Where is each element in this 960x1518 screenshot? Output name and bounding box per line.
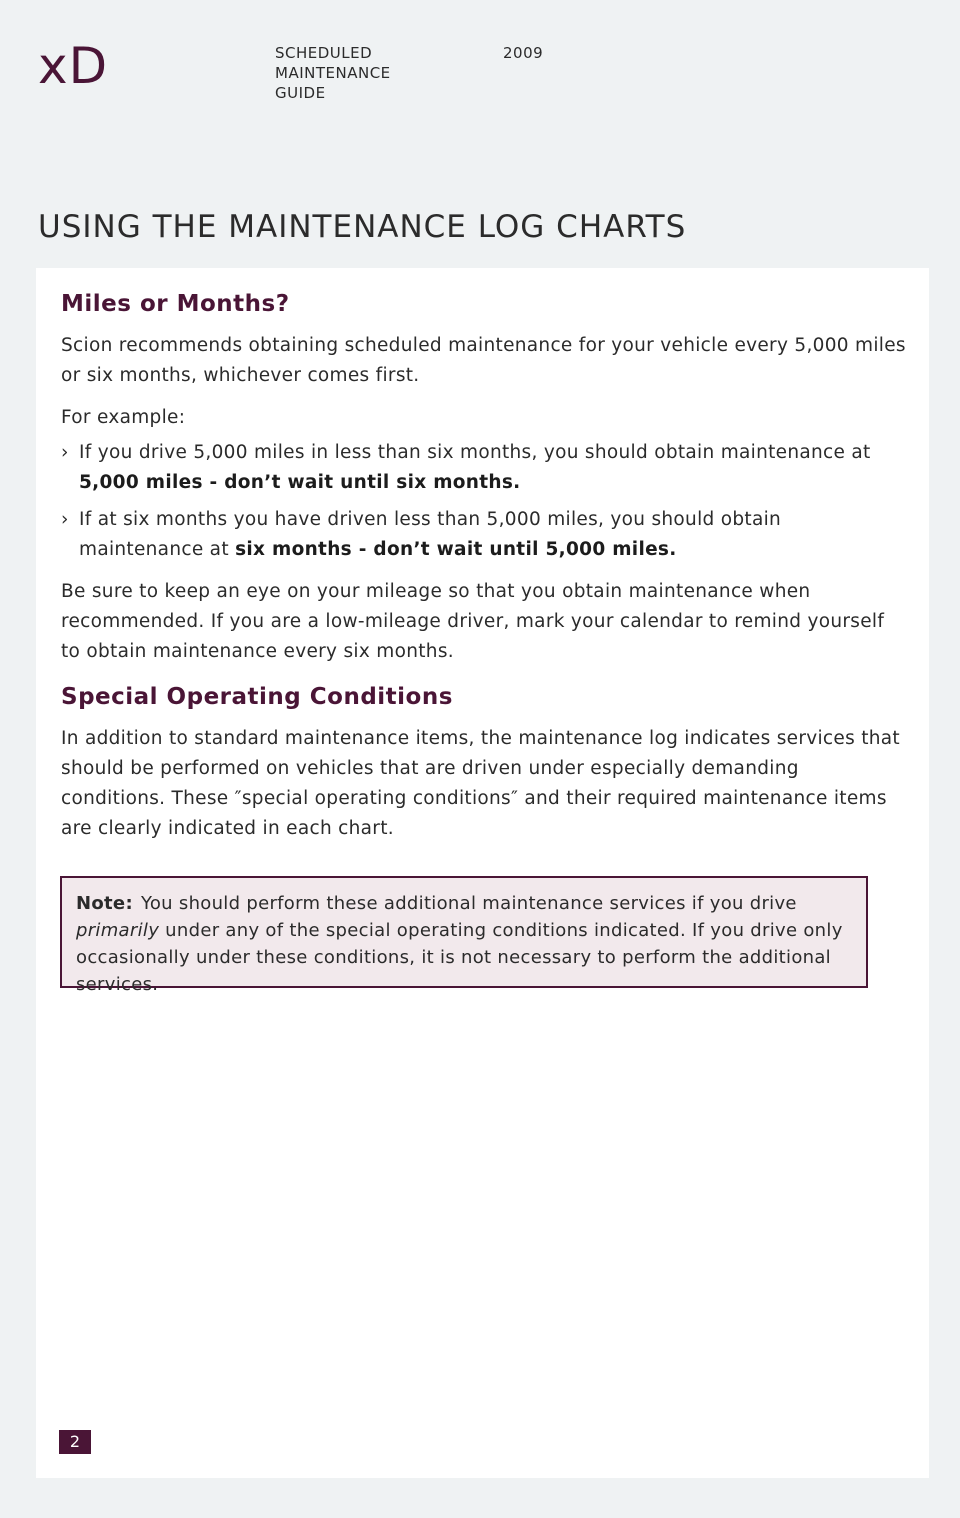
list-item [61, 438, 906, 498]
guide-title [275, 43, 435, 103]
content-body [61, 286, 906, 856]
page-title: USING THE MAINTENANCE LOG CHARTS [38, 209, 687, 245]
note-text: You should perform these additional maintenance services if you drive [140, 893, 797, 914]
example-list [61, 438, 906, 565]
section-heading-miles-or-months: Miles or Months? [61, 291, 290, 317]
page-number: 2 [59, 1430, 91, 1454]
guide-title-line: MAINTENANCE [275, 64, 391, 82]
list-item-emphasis: six months - don’t wait until 5,000 miles. [235, 539, 677, 560]
note-emphasis: primarily [76, 920, 160, 941]
model-year: 2009 [503, 44, 544, 62]
chevron-right-icon: › [61, 442, 69, 463]
guide-title-line: GUIDE [275, 84, 326, 102]
note-label: Note: [76, 893, 133, 914]
guide-title-line: SCHEDULED [275, 44, 373, 62]
list-item-text: If you drive 5,000 miles in less than six months, you should obtain maintenance at [79, 442, 871, 463]
example-label: For example: [61, 407, 186, 428]
model-logo: xD [38, 37, 109, 95]
note-box [60, 876, 868, 995]
section-heading-special-conditions: Special Operating Conditions [61, 684, 453, 710]
list-item-emphasis: 5,000 miles - don’t wait until six months. [79, 472, 521, 493]
content-panel [36, 268, 929, 1478]
special-conditions-paragraph: In addition to standard maintenance items, the maintenance log indicates services that should be performed on vehicles that are driven under especially demanding conditions. These ″special operating conditions″ and their required maintenance items are clearly indicated in each chart. [61, 728, 900, 839]
list-item [61, 505, 906, 565]
intro-paragraph: Scion recommends obtaining scheduled maintenance for your vehicle every 5,000 miles or six months, whichever comes first. [61, 335, 906, 386]
list-item-text: If at six months you have driven less than 5,000 miles, you should obtain maintenance at [79, 509, 782, 560]
chevron-right-icon: › [61, 509, 69, 530]
note-text: under any of the special operating conditions indicated. If you drive only occasionally under these conditions, it is not necessary to perform the additional services. [76, 920, 843, 995]
closing-paragraph: Be sure to keep an eye on your mileage so that you obtain maintenance when recommended. If you are a low-mileage driver, mark your calendar to remind yourself to obtain maintenance every six months. [61, 581, 885, 662]
